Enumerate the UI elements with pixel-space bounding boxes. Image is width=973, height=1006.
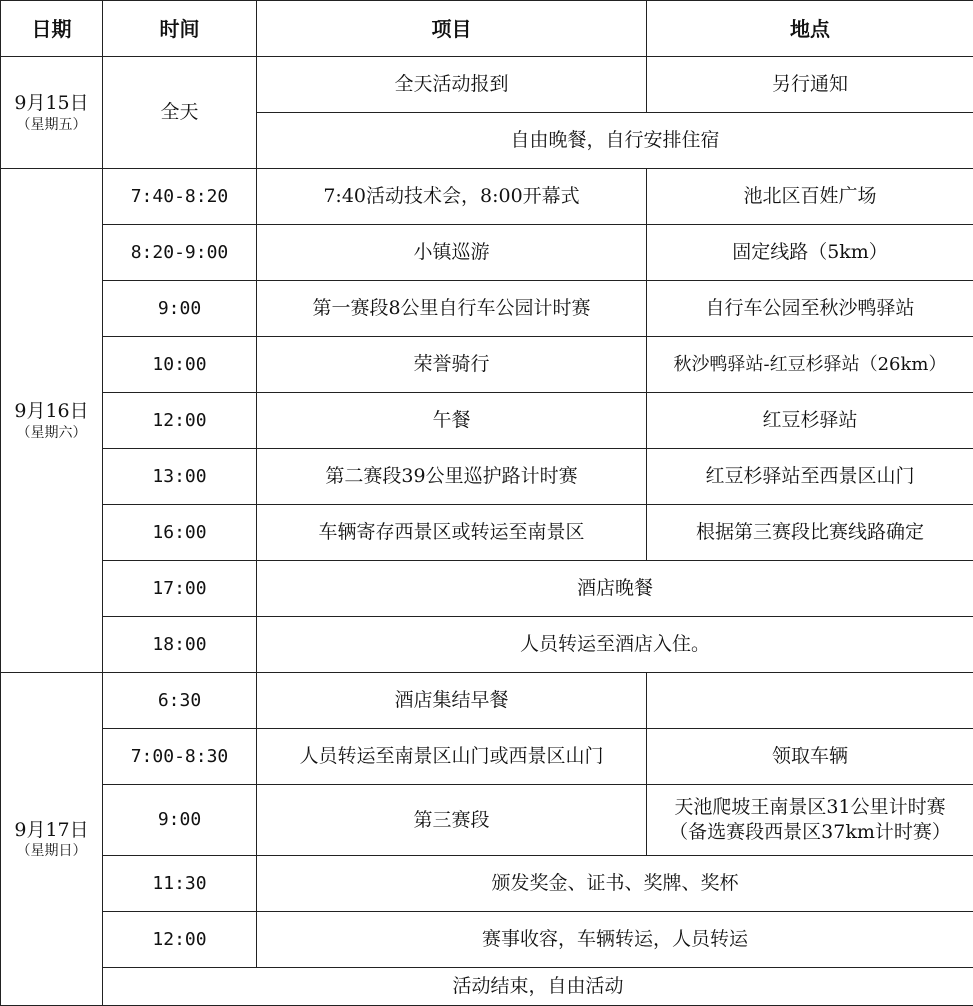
table-row — [1, 393, 973, 449]
table-row — [1, 337, 973, 393]
time-cell: 12:00 — [103, 393, 257, 449]
time-cell: 8:20-9:00 — [103, 225, 257, 281]
item-cell: 车辆寄存西景区或转运至南景区 — [257, 505, 647, 561]
time-cell: 7:00-8:30 — [103, 729, 257, 785]
date-cell-day2 — [1, 169, 103, 673]
time-cell: 全天 — [103, 57, 257, 169]
place-line-1: 天池爬坡王南景区31公里计时赛 — [649, 795, 971, 820]
table-row — [1, 617, 973, 673]
merged-cell: 颁发奖金、证书、奖牌、奖杯 — [257, 856, 973, 912]
date-label: 9月17日 — [3, 818, 100, 843]
weekday-label: （星期五） — [3, 116, 100, 134]
date-cell-day3 — [1, 673, 103, 1006]
table-row — [1, 673, 973, 729]
item-cell: 小镇巡游 — [257, 225, 647, 281]
table-row — [1, 561, 973, 617]
item-cell: 午餐 — [257, 393, 647, 449]
merged-cell: 人员转运至酒店入住。 — [257, 617, 973, 673]
date-label: 9月15日 — [3, 91, 100, 116]
item-cell: 7:40活动技术会，8:00开幕式 — [257, 169, 647, 225]
footer-cell: 活动结束，自由活动 — [103, 968, 973, 1006]
table-row — [1, 225, 973, 281]
place-cell — [647, 673, 973, 729]
table-row — [1, 856, 973, 912]
item-cell: 第二赛段39公里巡护路计时赛 — [257, 449, 647, 505]
table-row — [1, 169, 973, 225]
weekday-label: （星期六） — [3, 424, 100, 442]
place-cell: 自行车公园至秋沙鸭驿站 — [647, 281, 973, 337]
time-cell: 6:30 — [103, 673, 257, 729]
table-row — [1, 729, 973, 785]
item-cell: 全天活动报到 — [257, 57, 647, 113]
place-cell: 另行通知 — [647, 57, 973, 113]
place-cell: 根据第三赛段比赛线路确定 — [647, 505, 973, 561]
table-row — [1, 505, 973, 561]
merged-cell: 自由晚餐，自行安排住宿 — [257, 113, 973, 169]
time-cell: 16:00 — [103, 505, 257, 561]
time-cell: 9:00 — [103, 281, 257, 337]
header-item: 项目 — [257, 1, 647, 57]
item-cell: 人员转运至南景区山门或西景区山门 — [257, 729, 647, 785]
time-cell: 12:00 — [103, 912, 257, 968]
date-label: 9月16日 — [3, 399, 100, 424]
date-cell-day1 — [1, 57, 103, 169]
table-row — [1, 449, 973, 505]
table-row — [1, 968, 973, 1006]
table-row — [1, 785, 973, 856]
header-time: 时间 — [103, 1, 257, 57]
table-row — [1, 281, 973, 337]
time-cell: 17:00 — [103, 561, 257, 617]
place-cell: 红豆杉驿站 — [647, 393, 973, 449]
item-cell: 第三赛段 — [257, 785, 647, 856]
place-cell: 池北区百姓广场 — [647, 169, 973, 225]
place-cell: 红豆杉驿站至西景区山门 — [647, 449, 973, 505]
merged-cell: 酒店晚餐 — [257, 561, 973, 617]
header-place: 地点 — [647, 1, 973, 57]
item-cell: 荣誉骑行 — [257, 337, 647, 393]
place-cell — [647, 785, 973, 856]
place-line-2: （备选赛段西景区37km计时赛） — [649, 820, 971, 845]
place-cell: 固定线路（5km） — [647, 225, 973, 281]
table-row — [1, 912, 973, 968]
place-cell: 秋沙鸭驿站-红豆杉驿站（26km） — [647, 337, 973, 393]
header-date: 日期 — [1, 1, 103, 57]
time-cell: 10:00 — [103, 337, 257, 393]
time-cell: 9:00 — [103, 785, 257, 856]
time-cell: 11:30 — [103, 856, 257, 912]
merged-cell: 赛事收容，车辆转运，人员转运 — [257, 912, 973, 968]
time-cell: 7:40-8:20 — [103, 169, 257, 225]
table-row — [1, 57, 973, 113]
place-cell: 领取车辆 — [647, 729, 973, 785]
time-cell: 18:00 — [103, 617, 257, 673]
item-cell: 第一赛段8公里自行车公园计时赛 — [257, 281, 647, 337]
header-row — [1, 1, 973, 57]
time-cell: 13:00 — [103, 449, 257, 505]
item-cell: 酒店集结早餐 — [257, 673, 647, 729]
weekday-label: （星期日） — [3, 842, 100, 860]
